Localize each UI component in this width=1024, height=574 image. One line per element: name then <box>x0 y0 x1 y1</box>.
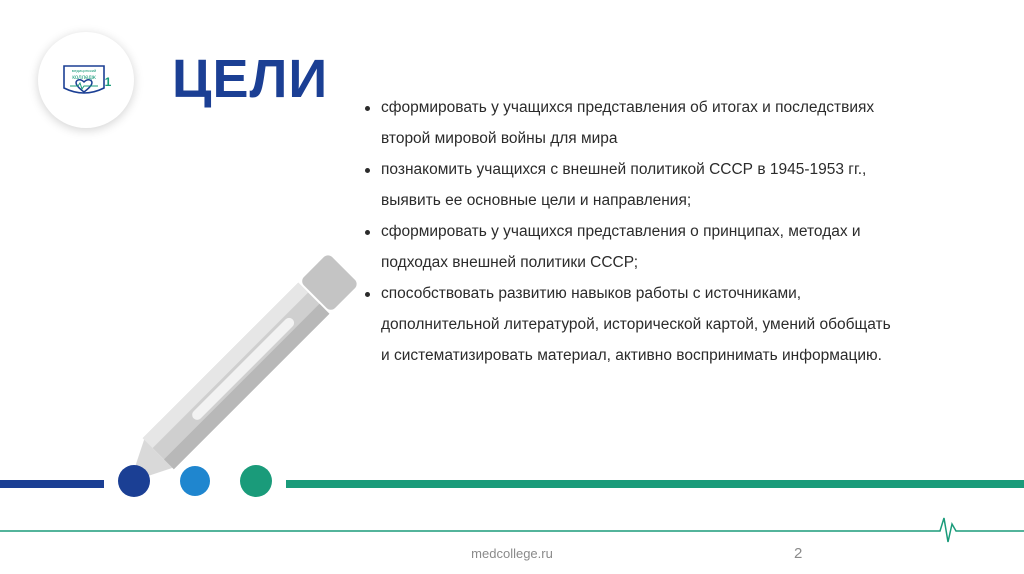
dark-blue-dot <box>118 465 150 497</box>
pulse-line-icon <box>70 83 98 89</box>
college-logo-badge <box>38 32 134 128</box>
goal-item <box>363 278 983 371</box>
goals-list <box>363 92 983 371</box>
logo-name-text: колледж <box>72 75 96 81</box>
logo-number-text: 1 <box>104 75 112 89</box>
goal-line: сформировать у учащихся представления об итогах и последствиях <box>381 99 875 116</box>
heartbeat-line-icon <box>0 510 1024 546</box>
footer-bar-teal <box>286 480 1024 488</box>
goal-item <box>363 154 983 216</box>
goal-item <box>363 92 983 154</box>
goal-item <box>363 216 983 278</box>
pencil-icon <box>100 250 360 500</box>
goal-line: способствовать развитию навыков работы с источниками, <box>381 285 802 302</box>
footer-site-text: medcollege.ru <box>471 546 553 561</box>
goal-line: второй мировой войны для мира <box>381 130 618 147</box>
goal-line: и систематизировать материал, активно воспринимать информацию. <box>381 347 882 364</box>
college-logo-icon <box>60 64 114 98</box>
goal-line: сформировать у учащихся представления о принципах, методах и <box>381 223 861 240</box>
footer-bar-blue <box>0 480 104 488</box>
teal-dot <box>240 465 272 497</box>
logo-small-text: медицинский <box>71 68 97 73</box>
goal-line: выявить ее основные цели и направления; <box>381 192 692 209</box>
goal-line: познакомить учащихся с внешней политикой СССР в 1945-1953 гг., <box>381 161 867 178</box>
page-number: 2 <box>794 545 803 562</box>
slide-title: ЦЕЛИ <box>172 49 329 109</box>
light-blue-dot <box>180 466 210 496</box>
goal-line: подходах внешней политики СССР; <box>381 254 639 271</box>
goal-line: дополнительной литературой, исторической картой, умений обобщать <box>381 316 891 333</box>
